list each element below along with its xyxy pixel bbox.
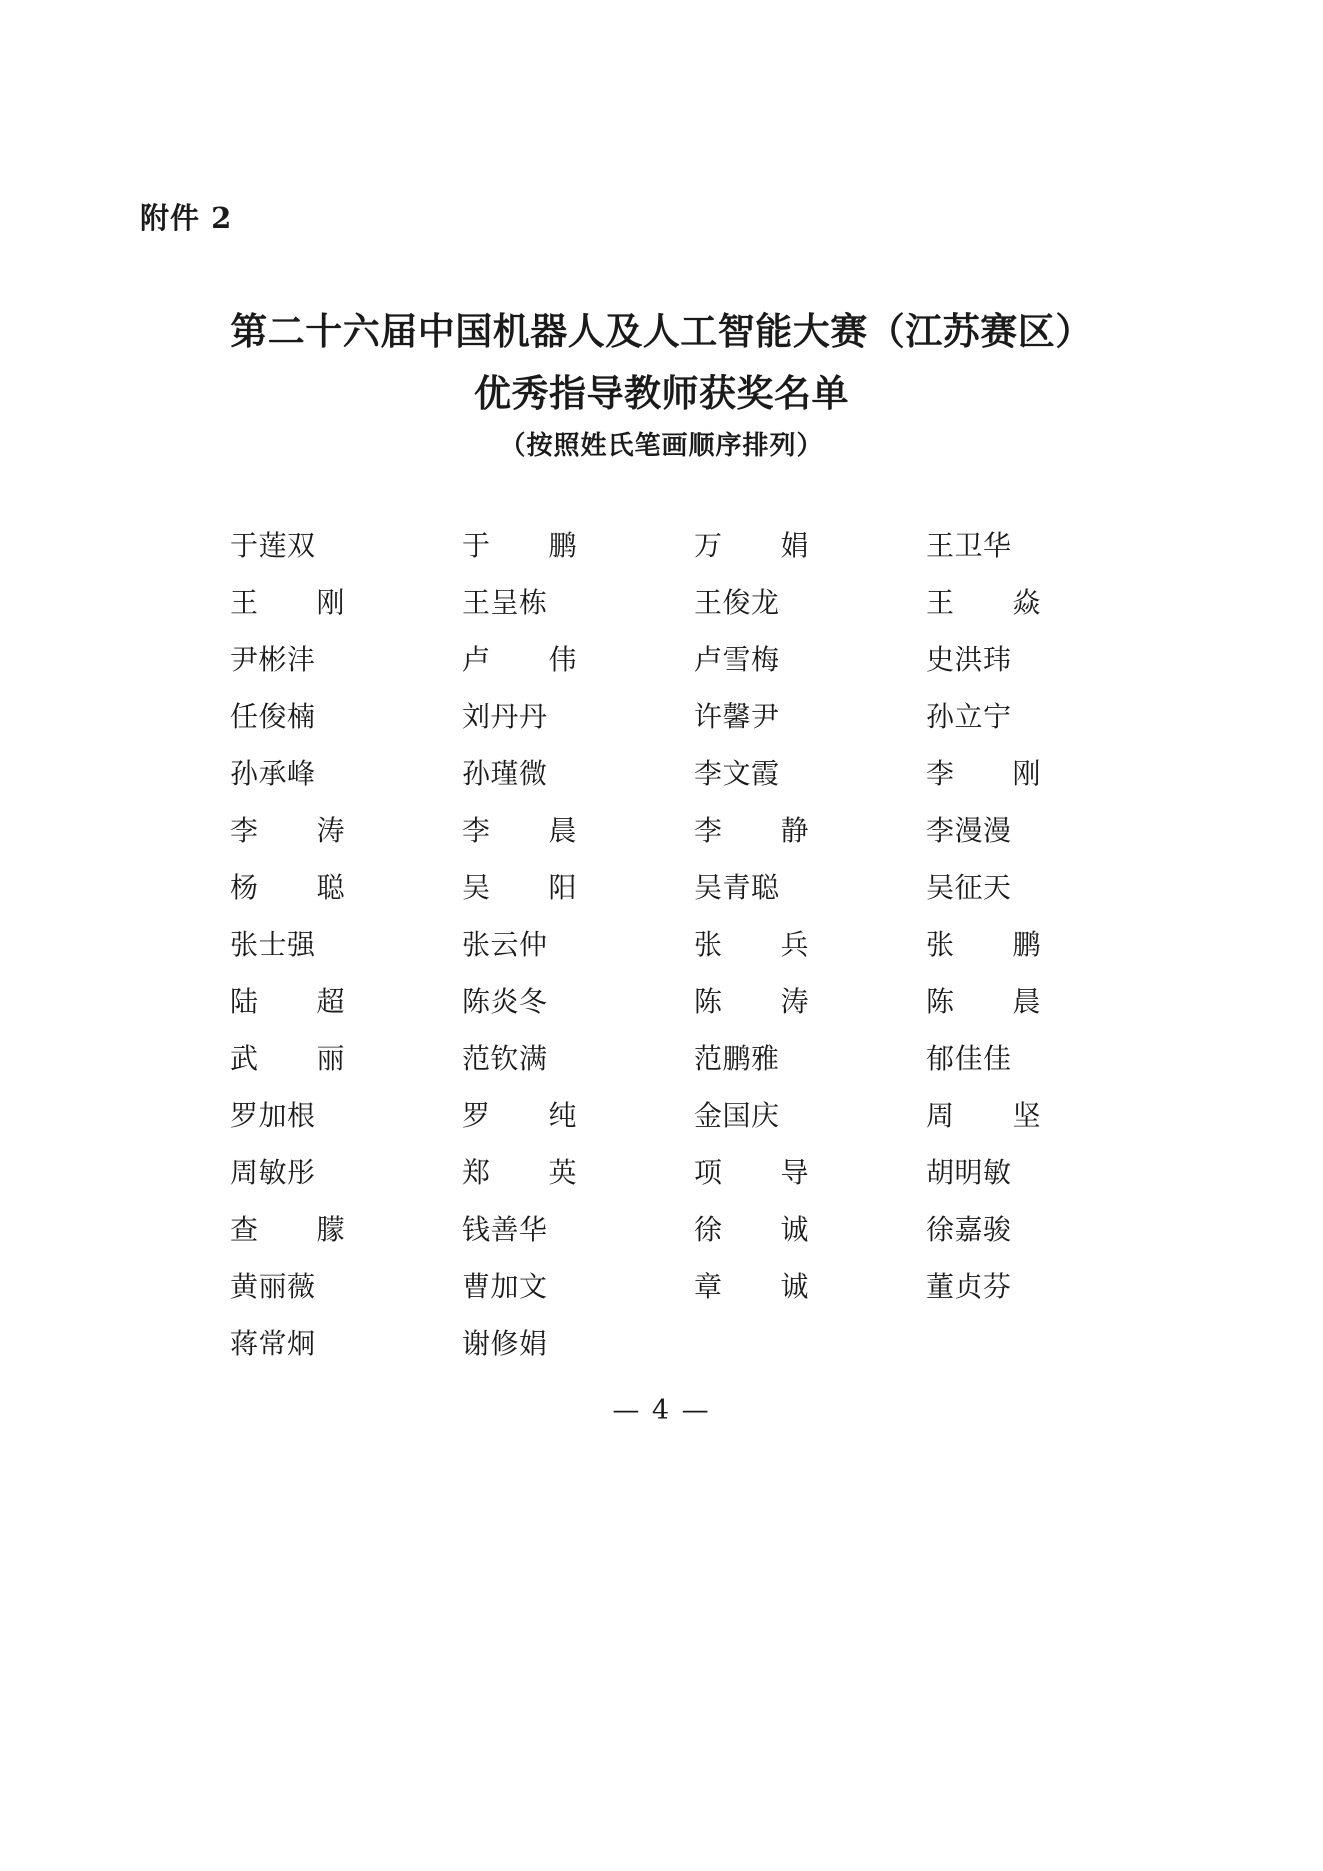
name-cell: 任俊楠 [230,699,316,733]
name-row [198,1256,1128,1313]
name-cell [662,809,894,849]
name-text: 王刚 [230,585,345,619]
name-text: 陈晨 [926,984,1041,1018]
name-text: 李涛 [230,813,345,847]
name-cell: 孙立宁 [926,699,1012,733]
name-cell: 史洪玮 [926,642,1012,676]
page-content [140,0,1183,1871]
name-text: 万娟 [694,528,809,562]
name-text: 于鹏 [462,528,577,562]
name-row [198,971,1128,1028]
name-cell: 蒋常炯 [230,1326,316,1360]
name-text: 吴阳 [462,870,577,904]
name-cell [662,524,894,564]
name-cell [662,980,894,1020]
name-cell: 谢修娟 [462,1326,548,1360]
name-row [198,629,1128,686]
name-cell: 吴青聪 [694,870,780,904]
name-text: 杨聪 [230,870,345,904]
name-text: 章诚 [694,1269,809,1303]
name-text: 陆超 [230,984,345,1018]
page-title-line-1: 第二十六届中国机器人及人工智能大赛（江苏赛区） [230,309,1093,353]
name-text: 郑英 [462,1155,577,1189]
name-text: 李刚 [926,756,1041,790]
name-cell: 孙承峰 [230,756,316,790]
page-number: — 4 — [612,1395,711,1426]
name-cell [198,980,430,1020]
name-cell [430,1151,662,1191]
name-cell: 徐嘉骏 [926,1212,1012,1246]
name-row [198,572,1128,629]
name-row [198,800,1128,857]
name-text: 查朦 [230,1212,345,1246]
name-text: 陈涛 [694,984,809,1018]
name-cell [198,809,430,849]
name-cell: 卢雪梅 [694,642,780,676]
name-cell [894,752,1126,792]
name-row [198,1199,1128,1256]
name-cell [198,1037,430,1077]
page-title [140,300,1183,424]
name-cell: 曹加文 [462,1269,548,1303]
attachment-label: 附件 2 [140,201,233,235]
name-cell [662,1151,894,1191]
name-text: 罗纯 [462,1098,577,1132]
name-text: 武丽 [230,1041,345,1075]
name-cell [430,866,662,906]
name-text: 张兵 [694,927,809,961]
name-cell: 王俊龙 [694,585,780,619]
name-row [198,857,1128,914]
name-cell: 郁佳佳 [926,1041,1012,1075]
name-cell [430,524,662,564]
name-text: 李晨 [462,813,577,847]
name-row [198,1085,1128,1142]
name-cell [894,1094,1126,1134]
name-text: 项导 [694,1155,809,1189]
name-cell: 刘丹丹 [462,699,548,733]
name-cell: 钱善华 [462,1212,548,1246]
name-cell: 董贞芬 [926,1269,1012,1303]
name-text: 卢伟 [462,642,577,676]
name-text: 王焱 [926,585,1041,619]
name-text: 周坚 [926,1098,1041,1132]
name-cell: 胡明敏 [926,1155,1012,1189]
name-cell: 范鹏雅 [694,1041,780,1075]
name-cell: 孙瑾微 [462,756,548,790]
name-cell: 许馨尹 [694,699,780,733]
name-cell: 李漫漫 [926,813,1012,847]
page-title-line-2: 优秀指导教师获奖名单 [474,371,849,415]
name-cell [662,923,894,963]
name-cell [662,1208,894,1248]
name-cell [894,980,1126,1020]
name-cell: 周敏彤 [230,1155,316,1189]
page-subtitle: （按照姓氏笔画顺序排列） [499,431,824,461]
name-row [198,1142,1128,1199]
name-cell: 罗加根 [230,1098,316,1132]
name-text: 李静 [694,813,809,847]
name-row [198,1313,1128,1370]
name-cell [894,923,1126,963]
name-cell: 吴征天 [926,870,1012,904]
name-text: 徐诚 [694,1212,809,1246]
name-cell: 张云仲 [462,927,548,961]
name-row [198,914,1128,971]
name-cell [430,638,662,678]
name-cell: 李文霞 [694,756,780,790]
name-cell: 王呈栋 [462,585,548,619]
name-cell [198,866,430,906]
name-cell: 范钦满 [462,1041,548,1075]
name-cell [198,581,430,621]
name-row [198,1028,1128,1085]
name-cell: 黄丽薇 [230,1269,316,1303]
name-cell [662,1265,894,1305]
award-name-list [198,515,1128,1370]
name-cell: 陈炎冬 [462,984,548,1018]
name-cell: 金国庆 [694,1098,780,1132]
name-cell [198,1208,430,1248]
name-cell: 尹彬沣 [230,642,316,676]
name-row [198,686,1128,743]
name-cell: 王卫华 [926,528,1012,562]
name-row [198,515,1128,572]
name-cell: 于莲双 [230,528,316,562]
name-cell: 张士强 [230,927,316,961]
name-row [198,743,1128,800]
name-text: 张鹏 [926,927,1041,961]
name-cell [894,581,1126,621]
name-cell [430,809,662,849]
name-cell [430,1094,662,1134]
